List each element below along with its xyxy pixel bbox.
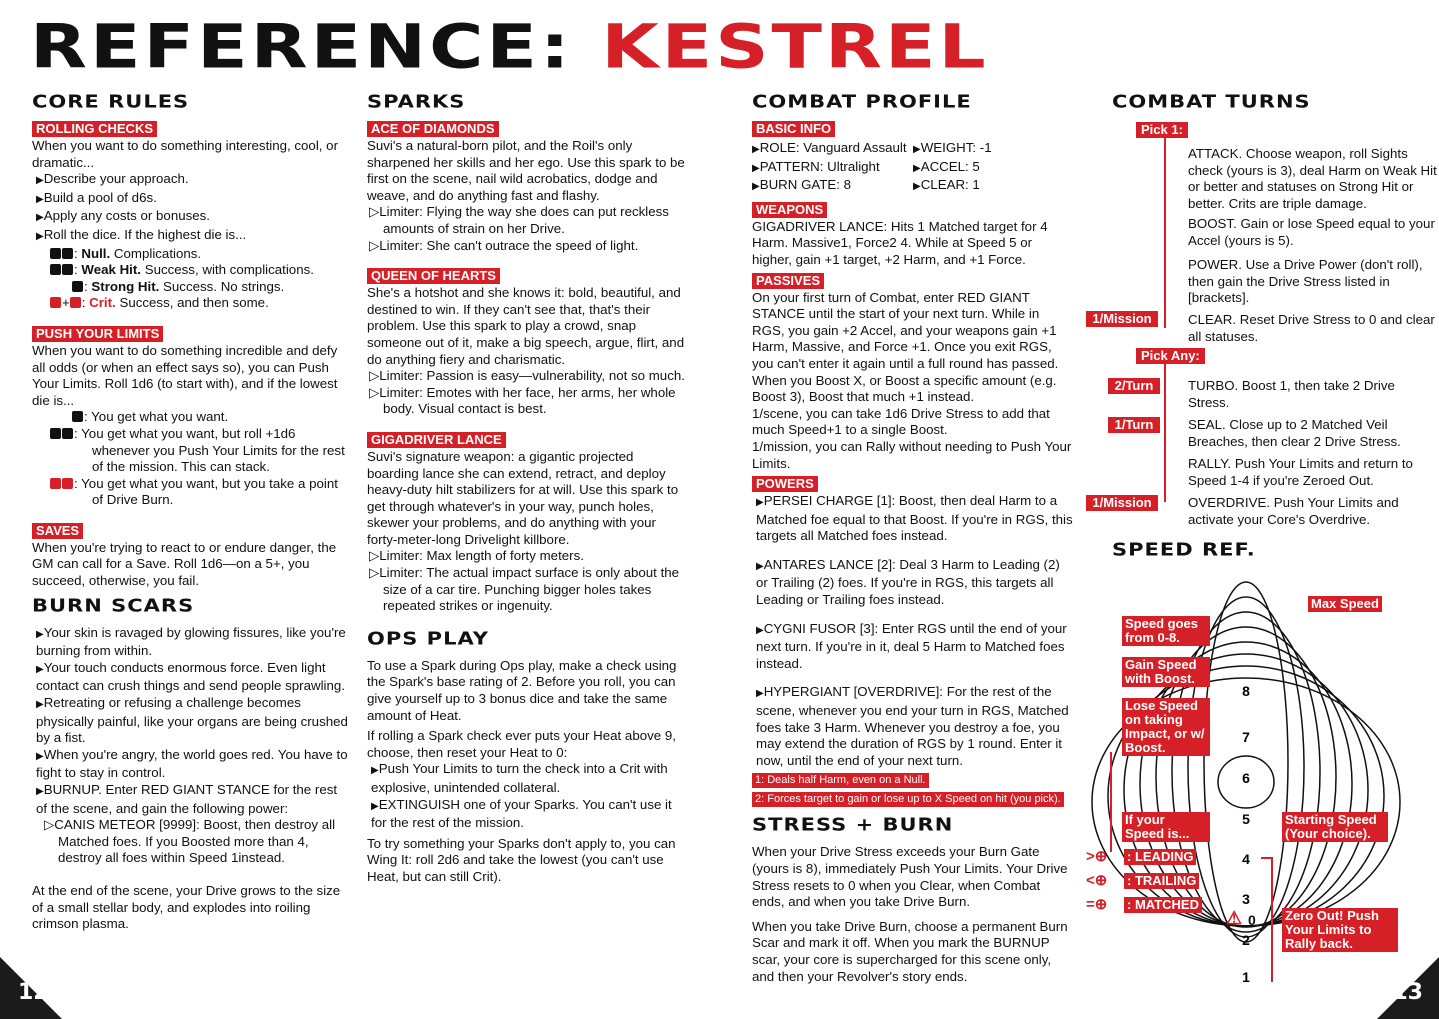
turn-overdrive: OVERDRIVE. Push Your Limits and activate your Core's Overdrive. xyxy=(1188,495,1399,527)
push-result: : You get what you want. xyxy=(32,409,350,426)
ops-item: ▶ Push Your Limits to turn the check into a Crit with explosive, unintended collateral. xyxy=(367,761,687,796)
turn-rally: RALLY. Push Your Limits and return to Speed 1-4 if you're Zeroed Out. xyxy=(1188,456,1413,488)
push-limits-label: PUSH YOUR LIMITS xyxy=(32,326,163,342)
power-item: ▶ PERSEI CHARGE [1]: Boost, then deal Harm to a Matched foe equal to that Boost. If you're in RGS, this targets all Matched foes instead. xyxy=(752,493,1074,545)
queen-limiter: ▷ Limiter: Emotes with her face, her arms, her whole body. Visual contact is best. xyxy=(367,385,687,418)
turn-turbo: TURBO. Boost 1, then take 2 Drive Stress. xyxy=(1188,378,1395,410)
speed-level: 4 xyxy=(1242,851,1250,867)
starting-speed-label: Starting Speed (Your choice). xyxy=(1282,812,1388,842)
speed-level: 2 xyxy=(1242,932,1250,948)
ace-limiter: ▷ Limiter: She can't outrace the speed of light. xyxy=(367,238,687,255)
leading-icon: >⊕ xyxy=(1086,848,1108,865)
push-result: : You get what you want, but roll +1d6 whenever you Push Your Limits for the rest of the mission. This can stack. xyxy=(32,426,350,476)
giga-label: GIGADRIVER LANCE xyxy=(367,432,506,448)
burn-item: ▶ Retreating or refusing a challenge becomes physically painful, like your organs are being crushed by a fist. xyxy=(32,695,350,747)
burn-scars-heading: BURN SCARS xyxy=(32,594,195,616)
giga-text: Suvi's signature weapon: a gigantic projected boarding lance she can extend, retract, and deploy heavy-duty hilt stabilizers for at will. Use this spark to get through whatever's in your way, punch holes, skewer your problems, and do anything with your forty-meter-long Drivelight killbore. xyxy=(367,448,679,547)
stress-heading: STRESS + BURN xyxy=(752,814,954,835)
passives-p2: When you Boost X, or Boost a specific amount (e.g. Boost 3), Boost that much +1 instead. xyxy=(752,372,1057,405)
rolling-item: ▶ Build a pool of d6s. xyxy=(32,190,350,209)
ace-limiter: ▷ Limiter: Flying the way she does can put reckless amounts of strain on her Drive. xyxy=(367,204,687,237)
push-result: : You get what you want, but you take a point of Drive Burn. xyxy=(32,476,350,509)
powers-label: POWERS xyxy=(752,476,818,492)
stat: ▶ BURN GATE: 8 xyxy=(752,177,913,196)
speed-ref-heading: SPEED REF. xyxy=(1112,539,1256,560)
burn-item: ▶ Your touch conducts enormous force. Even light contact can crush things and send people sprawling. xyxy=(32,660,350,695)
queen-text: She's a hotshot and she knows it: bold, beautiful, and destined to win. If they can't see that, that's their problem. Use this spark to play a crowd, snap someone out of it, make a big speech, argue, flirt, and do anything fiery and charismatic. xyxy=(367,285,685,367)
queen-limiter: ▷ Limiter: Passion is easy—vulnerability, not so much. xyxy=(367,368,687,385)
footnote-2: 2: Forces target to gain or lose up to X Speed on hit (you pick). xyxy=(752,792,1064,807)
rolling-checks-label: ROLLING CHECKS xyxy=(32,121,157,137)
saves-label: SAVES xyxy=(32,523,83,539)
turn-seal: SEAL. Close up to 2 Matched Veil Breaches, then clear 2 Drive Stress. xyxy=(1188,417,1401,449)
stress-p2: When you take Drive Burn, choose a permanent Burn Scar and mark it off. When you mark the BURNUP scar, your core is supercharged for this scene only, and then your Revolver's story ends. xyxy=(752,918,1068,984)
speed-level: 5 xyxy=(1242,811,1250,827)
basic-info-label: BASIC INFO xyxy=(752,121,835,137)
stat: ▶ CLEAR: 1 xyxy=(913,177,1074,196)
stat: ▶ ROLE: Vanguard Assault xyxy=(752,140,913,159)
speed-ring xyxy=(1188,597,1304,937)
speed-goes-label: Speed goes from 0-8. xyxy=(1122,616,1210,646)
weapons-text: GIGADRIVER LANCE: Hits 1 Matched target for 4 Harm. Massive1, Force2 4. While at Speed 5 or higher, gain +1 target, +2 Harm, and +1 Force. xyxy=(752,218,1048,267)
speed-zero: 0 xyxy=(1248,912,1256,928)
ops-p2: If rolling a Spark check ever puts your Heat above 9, choose, then reset your Heat to 0: xyxy=(367,728,676,760)
gain-speed-label: Gain Speed with Boost. xyxy=(1122,657,1210,687)
saves-text: When you're trying to react to or endure danger, the GM can call for a Save. Roll 1d6—on a 5+, you succeed, otherwise, you fail. xyxy=(32,539,337,589)
dice-icon xyxy=(72,281,83,292)
footnote-1: 1: Deals half Harm, even on a Null. xyxy=(752,773,929,788)
speed-level: 8 xyxy=(1242,683,1250,699)
dice-icon xyxy=(50,478,61,489)
passives-p1: On your first turn of Combat, enter RED GIANT STANCE until the start of your next turn. While in RGS, you gain +2 Accel, and your weapons gain +1 Harm, Massive, and Force +1. Once you exit RGS, you can't enter it again until a full round has passed. xyxy=(752,289,1059,371)
ace-label: ACE OF DIAMONDS xyxy=(367,121,499,137)
power-item: ▶ CYGNI FUSOR [3]: Enter RGS until the end of your next turn. If you're in it, deal 5 Harm to Matched foes instead. xyxy=(752,621,1074,673)
core-rules-heading: CORE RULES xyxy=(32,91,190,112)
combat-profile-heading: COMBAT PROFILE xyxy=(752,91,972,112)
dice-icon xyxy=(70,297,81,308)
page-number-right: 13 xyxy=(1392,980,1423,1005)
dice-icon xyxy=(50,297,61,308)
pick-one-label: Pick 1: xyxy=(1136,122,1188,138)
dice-icon xyxy=(62,478,73,489)
matched-label: : MATCHED xyxy=(1124,897,1202,913)
dice-icon xyxy=(50,264,61,275)
matched-icon: =⊕ xyxy=(1086,896,1108,913)
passives-p3: 1/scene, you can take 1d6 Drive Stress to add that much Speed+1 to a single Boost. xyxy=(752,405,1050,438)
core-rules-column xyxy=(32,92,350,933)
dice-icon xyxy=(62,264,73,275)
ops-p1: To use a Spark during Ops play, make a check using the Spark's base rating of 2. Before you roll, you can give yourself up to 3 bonus dice and take the same amount of Heat. xyxy=(367,657,677,723)
sparks-column xyxy=(367,92,687,886)
result-crit: + : Crit. Success, and then some. xyxy=(32,295,350,312)
pick-any-label: Pick Any: xyxy=(1136,348,1205,364)
burn-item: ▶ When you're angry, the world goes red. You have to fight to stay in control. xyxy=(32,747,350,782)
ops-item: ▶ EXTINGUISH one of your Sparks. You can't use it for the rest of the mission. xyxy=(367,797,687,832)
passives-p4: 1/mission, you can Rally without needing to Push Your Limits. xyxy=(752,438,1072,471)
dice-icon xyxy=(50,248,61,259)
ops-heading: OPS PLAY xyxy=(367,627,489,649)
stress-p1: When your Drive Stress exceeds your Burn Gate (yours is 8), immediately Push Your Limits. Your Drive Stress resets to 0 when you Clear, when Combat ends, and when you take Drive Burn. xyxy=(752,844,1068,910)
dice-icon xyxy=(72,411,83,422)
rolling-item: ▶ Describe your approach. xyxy=(32,171,350,190)
burn-item: ▶ BURNUP. Enter RED GIANT STANCE for the rest of the scene, and gain the following power: xyxy=(32,782,350,817)
weapons-label: WEAPONS xyxy=(752,202,827,218)
speed-level: 1 xyxy=(1242,969,1250,982)
zero-out-label: Zero Out! Push Your Limits to Rally back. xyxy=(1282,908,1398,952)
tag-1-turn: 1/Turn xyxy=(1108,417,1160,433)
combat-profile-column xyxy=(752,92,1074,985)
page-title xyxy=(30,11,989,83)
max-speed-label: Max Speed xyxy=(1308,596,1382,612)
dice-icon xyxy=(62,428,73,439)
page-number-left: 12 xyxy=(18,980,49,1005)
result-strong: : Strong Hit. Success. No strings. xyxy=(32,279,350,296)
leading-label: : LEADING xyxy=(1124,849,1196,865)
tag-1-mission: 1/Mission xyxy=(1086,311,1158,327)
canis-meteor: ▷ CANIS METEOR [9999]: Boost, then destroy all Matched foes. If you Boosted more than 4, destroy all foes within Speed 1instead. xyxy=(42,817,350,867)
trailing-icon: <⊕ xyxy=(1086,872,1108,889)
rolling-item: ▶ Apply any costs or bonuses. xyxy=(32,208,350,227)
burn-end: At the end of the scene, your Drive grows to the size of a small stellar body, and explodes into roiling crimson plasma. xyxy=(32,882,341,932)
ace-text: Suvi's a natural-born pilot, and the Roil's only sharpened her skills and her ego. Use this spark to be first on the scene, nail wild acrobatics, dodge and weave, and do anything fast and flashy. xyxy=(367,138,685,203)
bracket-line xyxy=(1164,138,1166,328)
turn-power: POWER. Use a Drive Power (don't roll), then gain the Drive Stress listed in [brackets]. xyxy=(1188,257,1423,306)
tag-2-turn: 2/Turn xyxy=(1108,378,1160,394)
result-null: : Null. Complications. xyxy=(32,246,350,263)
stat: ▶ WEIGHT: -1 xyxy=(913,140,1074,159)
power-item: ▶ ANTARES LANCE [2]: Deal 3 Harm to Leading (2) or Trailing (2) foes. If you're in RGS, this targets all Leading or Trailing foes instead. xyxy=(752,557,1074,609)
stats-grid xyxy=(752,140,1074,196)
dice-icon xyxy=(50,428,61,439)
combat-turns-heading: COMBAT TURNS xyxy=(1112,91,1311,112)
burn-item: ▶ Your skin is ravaged by glowing fissures, like you're burning from within. xyxy=(32,625,350,660)
lose-speed-label: Lose Speed on taking Impact, or w/ Boost. xyxy=(1122,698,1210,756)
title-part2: KESTREL xyxy=(601,11,989,83)
speed-level: 3 xyxy=(1242,891,1250,907)
warning-icon: ⚠ xyxy=(1226,908,1243,928)
queen-label: QUEEN OF HEARTS xyxy=(367,268,500,284)
power-item: ▶ HYPERGIANT [OVERDRIVE]: For the rest of the scene, whenever you end your turn in RGS, Matched foes take 3 Harm. Whenever you destroy a foe, you may extend the duration of RGS by 1 round. Enter it now, until the end of your next turn. xyxy=(752,684,1074,769)
dice-icon xyxy=(62,248,73,259)
bracket-line xyxy=(1164,364,1166,502)
result-weak: : Weak Hit. Success, with complications. xyxy=(32,262,350,279)
stat: ▶ ACCEL: 5 xyxy=(913,159,1074,178)
giga-limiter: ▷ Limiter: Max length of forty meters. xyxy=(367,548,687,565)
trailing-label: : TRAILING xyxy=(1124,873,1199,889)
turn-attack: ATTACK. Choose weapon, roll Sights check (yours is 3), deal Harm on Weak Hit or better and statuses on Strong Hit or better. Crits are triple damage. xyxy=(1188,146,1437,211)
passives-label: PASSIVES xyxy=(752,273,824,289)
tag-1-mission-overdrive: 1/Mission xyxy=(1086,495,1158,511)
speed-level: 6 xyxy=(1242,770,1250,786)
giga-limiter: ▷ Limiter: The actual impact surface is only about the size of a car tire. Punching bigger holes takes repeated strikes or ingenuity. xyxy=(367,565,687,615)
turn-clear: CLEAR. Reset Drive Stress to 0 and clear all statuses. xyxy=(1188,312,1435,344)
rolling-intro: When you want to do something interesting, cool, or dramatic... xyxy=(32,138,338,170)
turn-boost: BOOST. Gain or lose Speed equal to your Accel (yours is 5). xyxy=(1188,216,1435,248)
sparks-heading: SPARKS xyxy=(367,91,466,112)
rolling-item: ▶ Roll the dice. If the highest die is... xyxy=(32,227,350,246)
push-intro: When you want to do something incredible and defy all odds (or when an effect says so), you can Push Your Limits. Roll 1d6 (to start with), and if the lowest die is... xyxy=(32,342,338,408)
ops-p3: To try something your Sparks don't apply to, you can Wing It: roll 2d6 and take the lowest (you can't use Heat, but can still Crit). xyxy=(367,835,676,884)
combat-turns-column xyxy=(1086,92,1436,1012)
stat: ▶ PATTERN: Ultralight xyxy=(752,159,913,178)
speed-level: 7 xyxy=(1242,729,1250,745)
title-part1: REFERENCE: xyxy=(30,11,573,83)
if-your-speed-label: If your Speed is... xyxy=(1122,812,1210,842)
